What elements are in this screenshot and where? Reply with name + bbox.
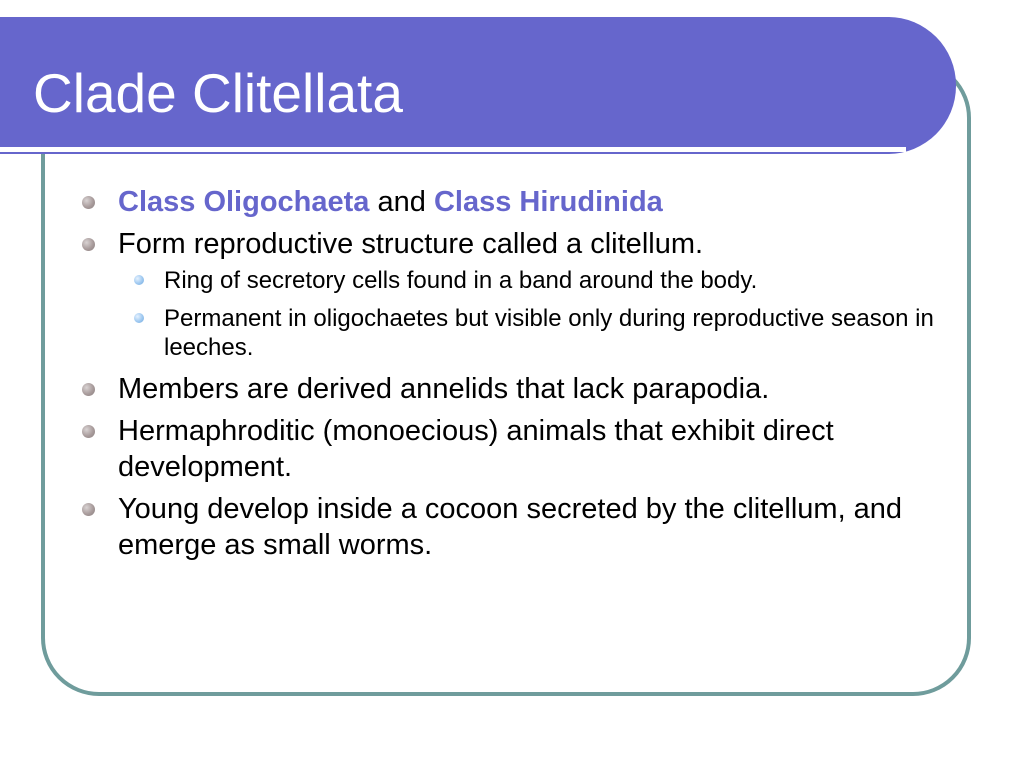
- title-underline: [0, 147, 906, 152]
- sub-bullet-text: Ring of secretory cells found in a band around the body.: [164, 267, 758, 294]
- sub-bullet-item: [118, 304, 960, 362]
- sub-bullet-dot-icon: [134, 313, 144, 323]
- bullet-clitellum: [80, 226, 960, 362]
- bullet-list: [80, 184, 960, 569]
- sub-bullet-text: Permanent in oligochaetes but visible only during reproductive season in leeches.: [164, 305, 934, 361]
- bullet-dot-icon: [82, 425, 95, 438]
- title-bar: [0, 17, 956, 154]
- bullet-dot-icon: [82, 383, 95, 396]
- bullet-hermaphroditic: [80, 413, 960, 485]
- bullet-text: Members are derived annelids that lack parapodia.: [118, 373, 770, 405]
- bullet-text: Form reproductive structure called a clitellum.: [118, 228, 704, 260]
- bullet-text: Young develop inside a cocoon secreted by the clitellum, and emerge as small worms.: [118, 493, 903, 561]
- sub-bullet-dot-icon: [134, 275, 144, 285]
- class-hirudinida-label: Class Hirudinida: [433, 186, 663, 218]
- class-oligochaeta-label: Class Oligochaeta: [118, 186, 370, 218]
- sub-bullet-list: [118, 266, 960, 362]
- bullet-dot-icon: [82, 238, 95, 251]
- sub-bullet-item: [118, 266, 960, 295]
- bullet-text: Hermaphroditic (monoecious) animals that exhibit direct development.: [118, 415, 834, 483]
- connector-text: and: [377, 186, 426, 218]
- bullet-dot-icon: [82, 503, 95, 516]
- bullet-parapodia: [80, 371, 960, 407]
- bullet-cocoon: [80, 491, 960, 563]
- bullet-dot-icon: [82, 196, 95, 209]
- bullet-classes: [80, 184, 960, 220]
- slide-title: Clade Clitellata: [33, 62, 403, 124]
